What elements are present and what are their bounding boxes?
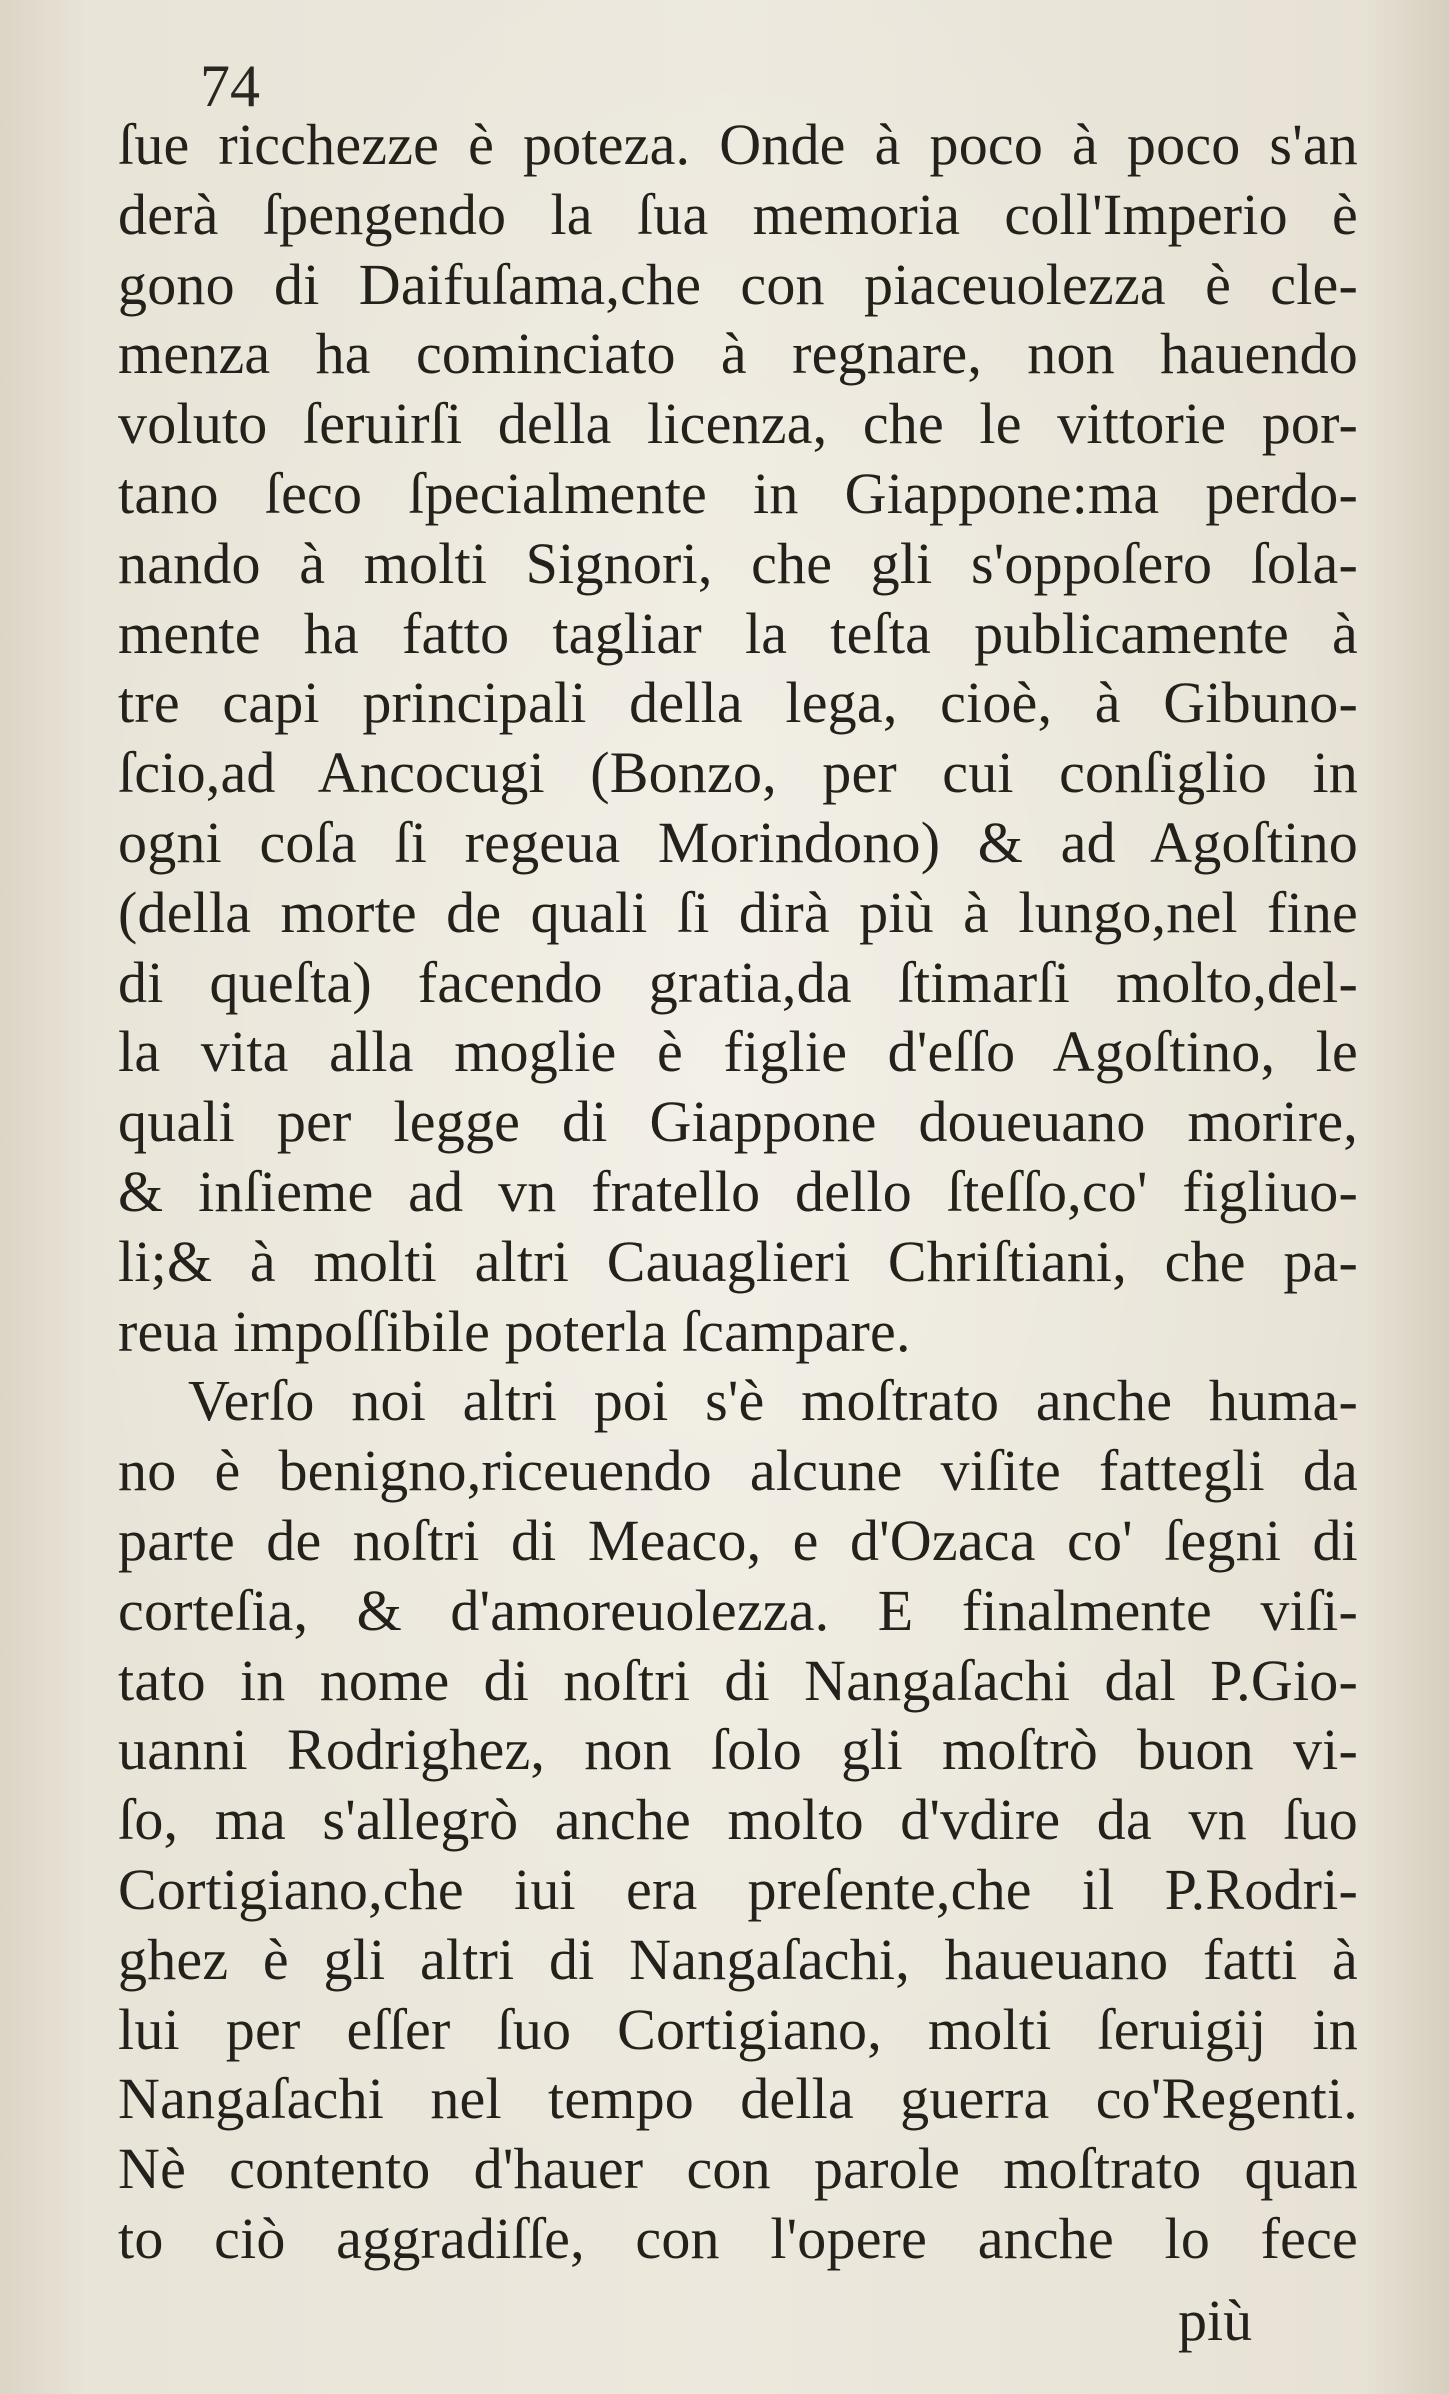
text-line: mente ha fatto tagliar la teſta publicamente à xyxy=(118,600,1358,666)
text-line: tre capi principali della lega, cioè, à Gibuno- xyxy=(118,670,1358,736)
text-line: Verſo noi altri poi s'è moſtrato anche huma- xyxy=(188,1368,1358,1434)
text-line: ogni coſa ſi regeua Morindono) & ad Agoſtino xyxy=(118,809,1358,875)
text-line: di queſta) facendo gratia,da ſtimarſi molto,del- xyxy=(118,949,1358,1015)
text-line: corteſia, & d'amoreuolezza. E finalmente viſi- xyxy=(118,1577,1358,1643)
text-line: reua impoſſibile poterla ſcampare. xyxy=(118,1298,911,1364)
text-line: la vita alla moglie è figlie d'eſſo Agoſtino, le xyxy=(118,1019,1358,1085)
text-line: to ciò aggradiſſe, con l'opere anche lo fece xyxy=(118,2205,1358,2271)
text-line: uanni Rodrighez, non ſolo gli moſtrò buon vi- xyxy=(118,1717,1358,1783)
text-line: derà ſpengendo la ſua memoria coll'Imperio è xyxy=(118,181,1358,247)
text-line: Cortigiano,che iui era preſente,che il P.Rodri- xyxy=(118,1856,1358,1922)
text-line: li;& à molti altri Cauaglieri Chriſtiani, che pa- xyxy=(118,1228,1358,1294)
text-line: ſcio,ad Ancocugi (Bonzo, per cui conſiglio in xyxy=(118,740,1358,806)
text-line: & inſieme ad vn fratello dello ſteſſo,co' figliuo- xyxy=(118,1158,1358,1224)
text-line: quali per legge di Giappone doueuano morire, xyxy=(118,1089,1358,1155)
text-line: lui per eſſer ſuo Cortigiano, molti ſeruigij in xyxy=(118,1996,1358,2062)
page-number: 74 xyxy=(200,53,260,119)
text-line: tato in nome di noſtri di Nangaſachi dal P.Gio- xyxy=(118,1647,1358,1713)
text-line: voluto ſeruirſi della licenza, che le vittorie por- xyxy=(118,391,1358,457)
text-line: no è benigno,riceuendo alcune viſite fattegli da xyxy=(118,1438,1358,1504)
text-line: Nè contento d'hauer con parole moſtrato quan xyxy=(118,2136,1358,2202)
text-line: tano ſeco ſpecialmente in Giappone:ma perdo- xyxy=(118,460,1358,526)
text-line: nando à molti Signori, che gli s'oppoſero ſola- xyxy=(118,530,1358,596)
text-line: ſo, ma s'allegrò anche molto d'vdire da vn ſuo xyxy=(118,1787,1358,1853)
text-line: menza ha cominciato à regnare, non hauendo xyxy=(118,321,1358,387)
catchword: più xyxy=(1178,2288,1253,2353)
text-line: ghez è gli altri di Nangaſachi, haueuano fatti à xyxy=(118,1926,1358,1992)
text-line: (della morte de quali ſi dirà più à lungo,nel fine xyxy=(118,879,1358,945)
text-line: parte de noſtri di Meaco, e d'Ozaca co' ſegni di xyxy=(118,1507,1358,1573)
text-line: gono di Daifuſama,che con piaceuolezza è cle- xyxy=(118,251,1358,317)
text-block xyxy=(118,110,1358,2274)
text-line: ſue ricchezze è poteza. Onde à poco à poco s'an xyxy=(118,112,1358,177)
text-line: Nangaſachi nel tempo della guerra co'Regenti. xyxy=(118,2066,1358,2132)
